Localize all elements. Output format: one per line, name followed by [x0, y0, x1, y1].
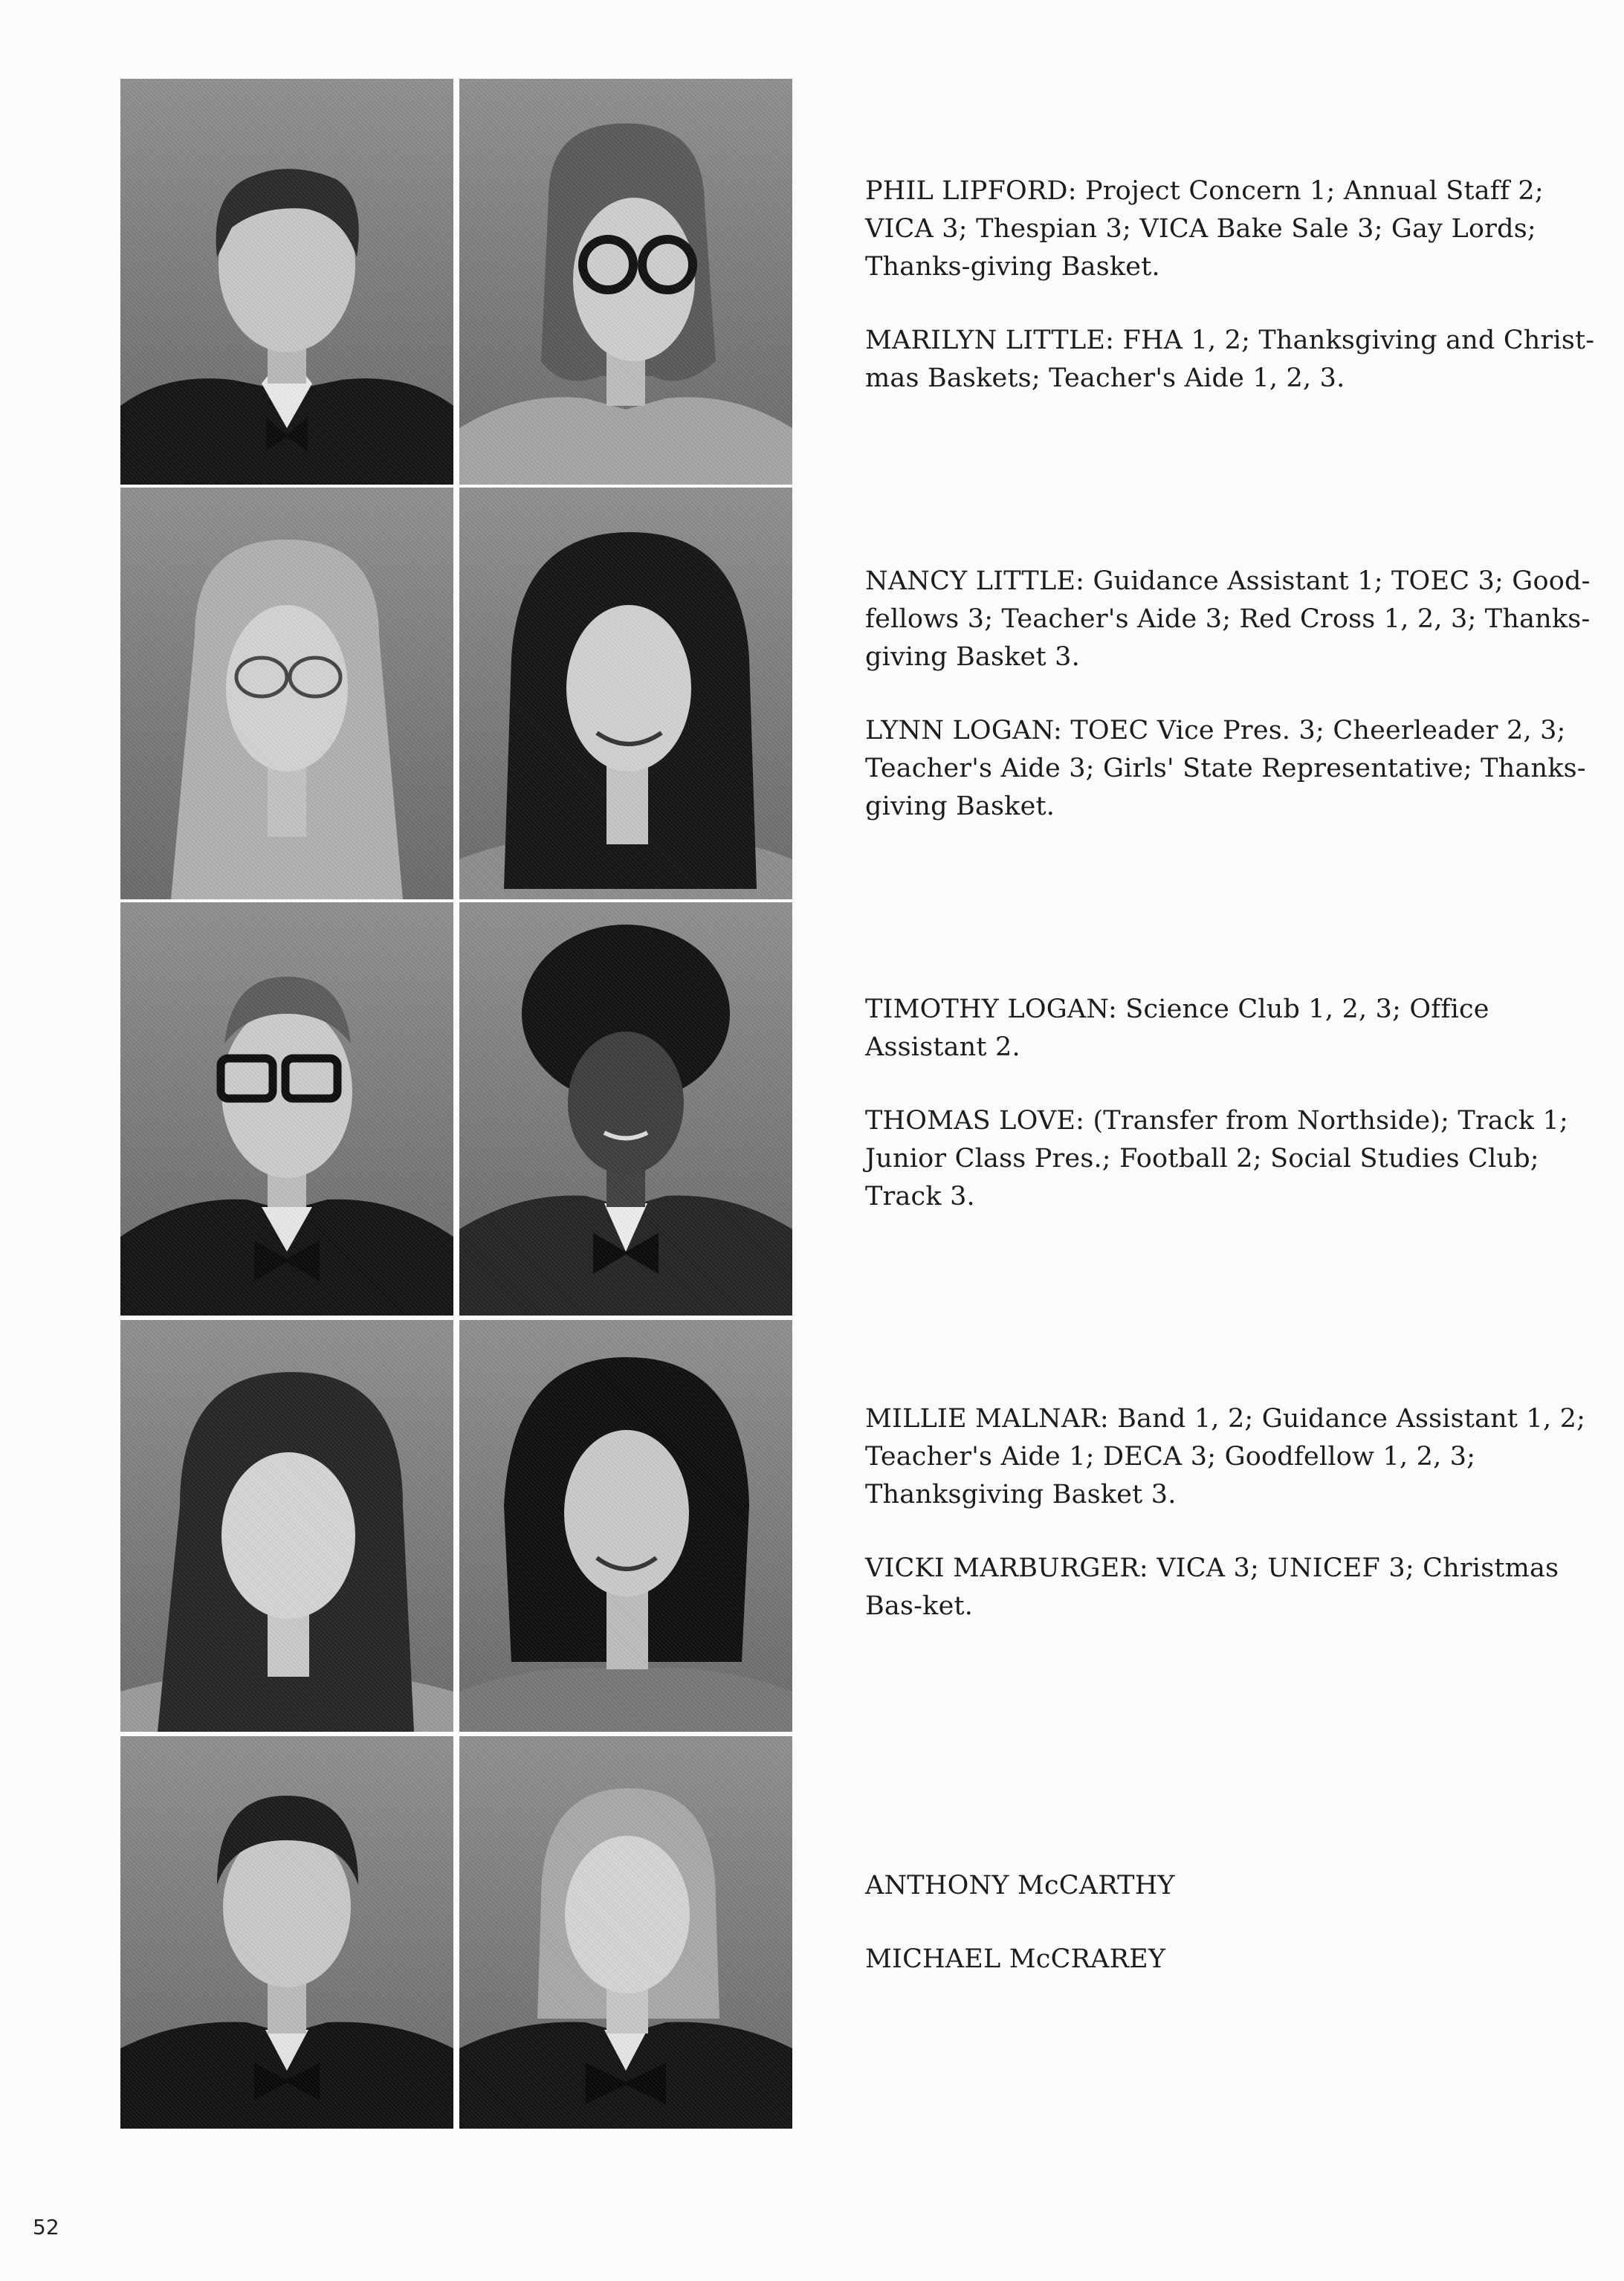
- caption-group-4: [865, 1400, 1601, 1625]
- caption-thomas-love: [865, 1102, 1601, 1216]
- student-name: VICKI MARBURGER: [865, 1553, 1139, 1583]
- caption-millie-malnar: [865, 1400, 1601, 1514]
- student-activities: : Project Concern 1; Annual Staff 2; VICA 3; Thespian 3; VICA Bake Sale 3; Gay Lords; Thanks-giving Basket.: [865, 176, 1544, 282]
- caption-timothy-logan: [865, 991, 1601, 1067]
- page-number: 52: [33, 2215, 59, 2239]
- caption-marilyn-little: [865, 322, 1601, 398]
- caption-phil-lipford: [865, 172, 1601, 286]
- student-name: LYNN LOGAN: [865, 716, 1054, 745]
- portrait-photo-nancy-little: [120, 488, 453, 899]
- student-activities: : Science Club 1, 2, 3; Office Assistant 2.: [865, 994, 1489, 1062]
- student-name: THOMAS LOVE: [865, 1106, 1076, 1136]
- portrait-photo-phil-lipford: [120, 79, 453, 485]
- caption-nancy-little: [865, 563, 1601, 676]
- caption-group-3: [865, 991, 1601, 1216]
- student-activities: : Band 1, 2; Guidance Assistant 1, 2; Teacher's Aide 1; DECA 3; Goodfellow 1, 2, 3; Thanksgiving Basket 3.: [865, 1404, 1586, 1510]
- portrait-photo-michael-mccrarey: [459, 1736, 792, 2129]
- student-name: NANCY LITTLE: [865, 566, 1076, 596]
- portrait-photo-marilyn-little: [459, 79, 792, 485]
- portrait-photo-lynn-logan: [459, 488, 792, 899]
- portrait-photo-timothy-logan: [120, 902, 453, 1316]
- student-activities: : (Transfer from Northside); Track 1; Junior Class Pres.; Football 2; Social Studies Club; Track 3.: [865, 1106, 1568, 1211]
- caption-michael-mccrarey: [865, 1941, 1601, 1979]
- caption-lynn-logan: [865, 712, 1601, 826]
- student-activities: : VICA 3; UNICEF 3; Christmas Bas-ket.: [865, 1553, 1559, 1621]
- caption-vicki-marburger: [865, 1550, 1601, 1625]
- portrait-photo-anthony-mccarthy: [120, 1736, 453, 2129]
- student-activities: : Guidance Assistant 1; TOEC 3; Good-fellows 3; Teacher's Aide 3; Red Cross 1, 2, 3; Thanks-giving Basket 3.: [865, 566, 1591, 672]
- portrait-photo-vicki-marburger: [459, 1320, 792, 1732]
- caption-group-1: [865, 172, 1601, 398]
- portrait-photo-millie-malnar: [120, 1320, 453, 1732]
- student-name: MARILYN LITTLE: [865, 326, 1106, 355]
- caption-group-2: [865, 563, 1601, 826]
- student-name: PHIL LIPFORD: [865, 176, 1068, 206]
- student-name: MILLIE MALNAR: [865, 1404, 1100, 1434]
- portrait-photo-thomas-love: [459, 902, 792, 1316]
- caption-anthony-mccarthy: [865, 1867, 1601, 1905]
- student-name: TIMOTHY LOGAN: [865, 994, 1108, 1024]
- student-name: MICHAEL McCRAREY: [865, 1944, 1166, 1974]
- student-activities: : FHA 1, 2; Thanksgiving and Christ-mas Baskets; Teacher's Aide 1, 2, 3.: [865, 326, 1595, 393]
- student-name: ANTHONY McCARTHY: [865, 1871, 1175, 1900]
- caption-group-5: [865, 1867, 1601, 1979]
- student-activities: : TOEC Vice Pres. 3; Cheerleader 2, 3; Teacher's Aide 3; Girls' State Representative; Thanks-giving Basket.: [865, 716, 1586, 821]
